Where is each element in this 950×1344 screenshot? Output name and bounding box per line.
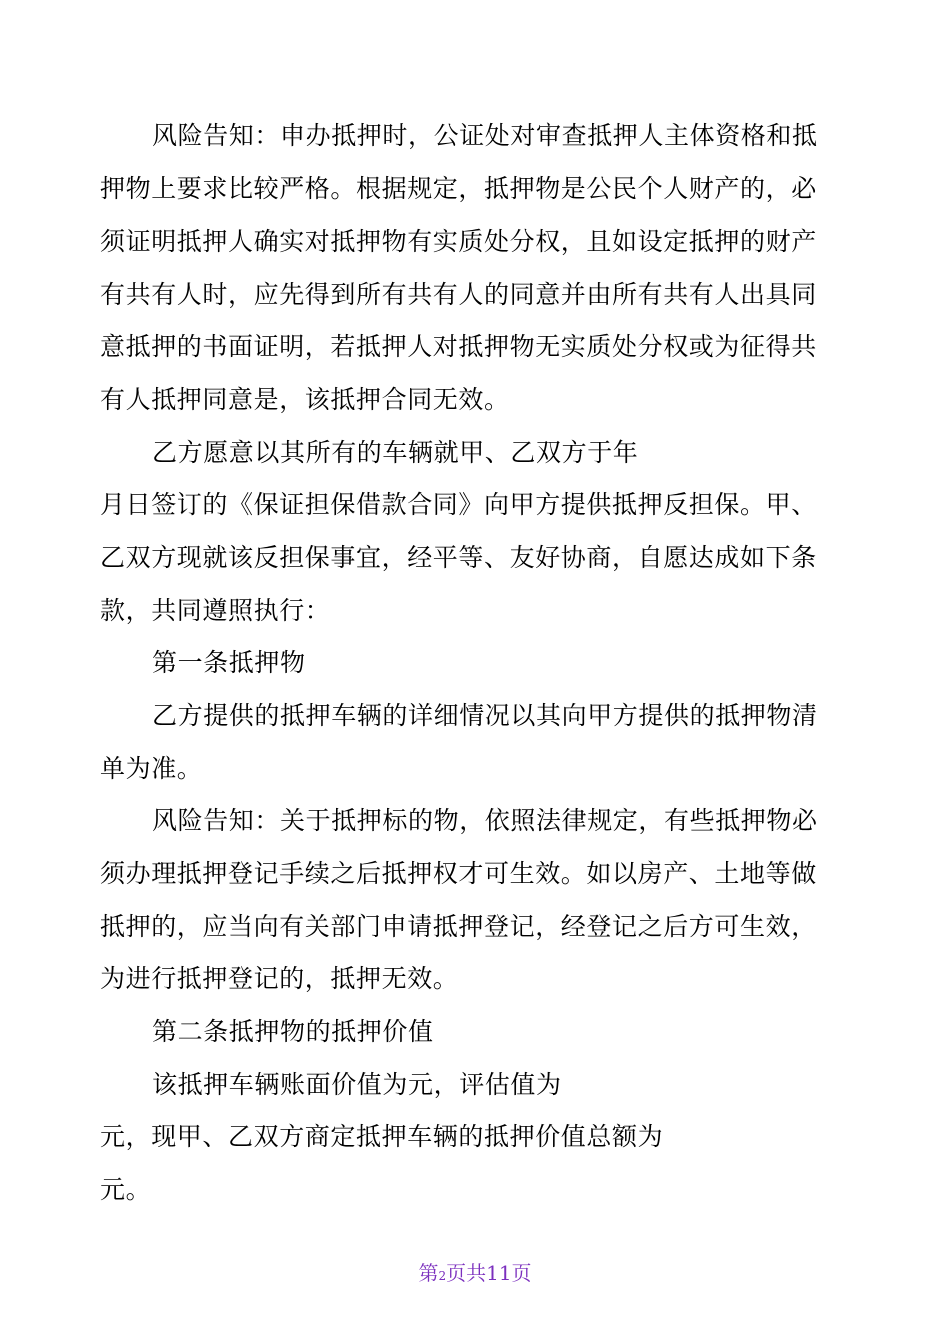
text-line: 单为准。 [100,754,203,783]
text-line: 乙方愿意以其所有的车辆就甲、乙双方于年 [152,438,639,467]
section-heading: 第二条抵押物的抵押价值 [152,1017,434,1046]
text-line: 为进行抵押登记的，抵押无效。 [100,964,459,993]
text-line: 乙方提供的抵押车辆的详细情况以其向甲方提供的抵押物清 [152,701,818,730]
text-line: 元，现甲、乙双方商定抵押车辆的抵押价值总额为 [100,1122,664,1151]
text-line: 押物上要求比较严格。根据规定，抵押物是公民个人财产的，必 [100,174,817,203]
section-heading: 第一条抵押物 [152,648,306,677]
footer-prefix: 第 [418,1261,439,1285]
text-line: 乙双方现就该反担保事宜，经平等、友好协商，自愿达成如下条 [100,543,817,572]
text-line: 风险告知：关于抵押标的物，依照法律规定，有些抵押物必 [152,806,818,835]
footer-page-number: 2 [438,1269,447,1283]
footer-middle: 页共 [446,1261,487,1285]
text-line: 风险告知：申办抵押时，公证处对审查抵押人主体资格和抵 [152,121,818,150]
text-line: 月日签订的《保证担保借款合同》向甲方提供抵押反担保。甲、 [100,490,817,519]
footer-total-pages: 11 [486,1261,512,1285]
text-line: 有共有人时，应先得到所有共有人的同意并由所有共有人出具同 [100,280,817,309]
text-line: 须办理抵押登记手续之后抵押权才可生效。如以房产、土地等做 [100,859,817,888]
text-line: 须证明抵押人确实对抵押物有实质处分权，且如设定抵押的财产 [100,227,817,256]
text-line: 意抵押的书面证明，若抵押人对抵押物无实质处分权或为征得共 [100,332,817,361]
text-line: 该抵押车辆账面价值为元，评估值为 [152,1070,562,1099]
text-line: 元。 [100,1175,152,1204]
text-line: 抵押的，应当向有关部门申请抵押登记，经登记之后方可生效， [100,912,817,941]
text-line: 款，共同遵照执行： [100,596,331,625]
text-line: 有人抵押同意是，该抵押合同无效。 [100,385,510,414]
footer-suffix: 页 [511,1261,532,1285]
page-footer [0,1257,950,1286]
